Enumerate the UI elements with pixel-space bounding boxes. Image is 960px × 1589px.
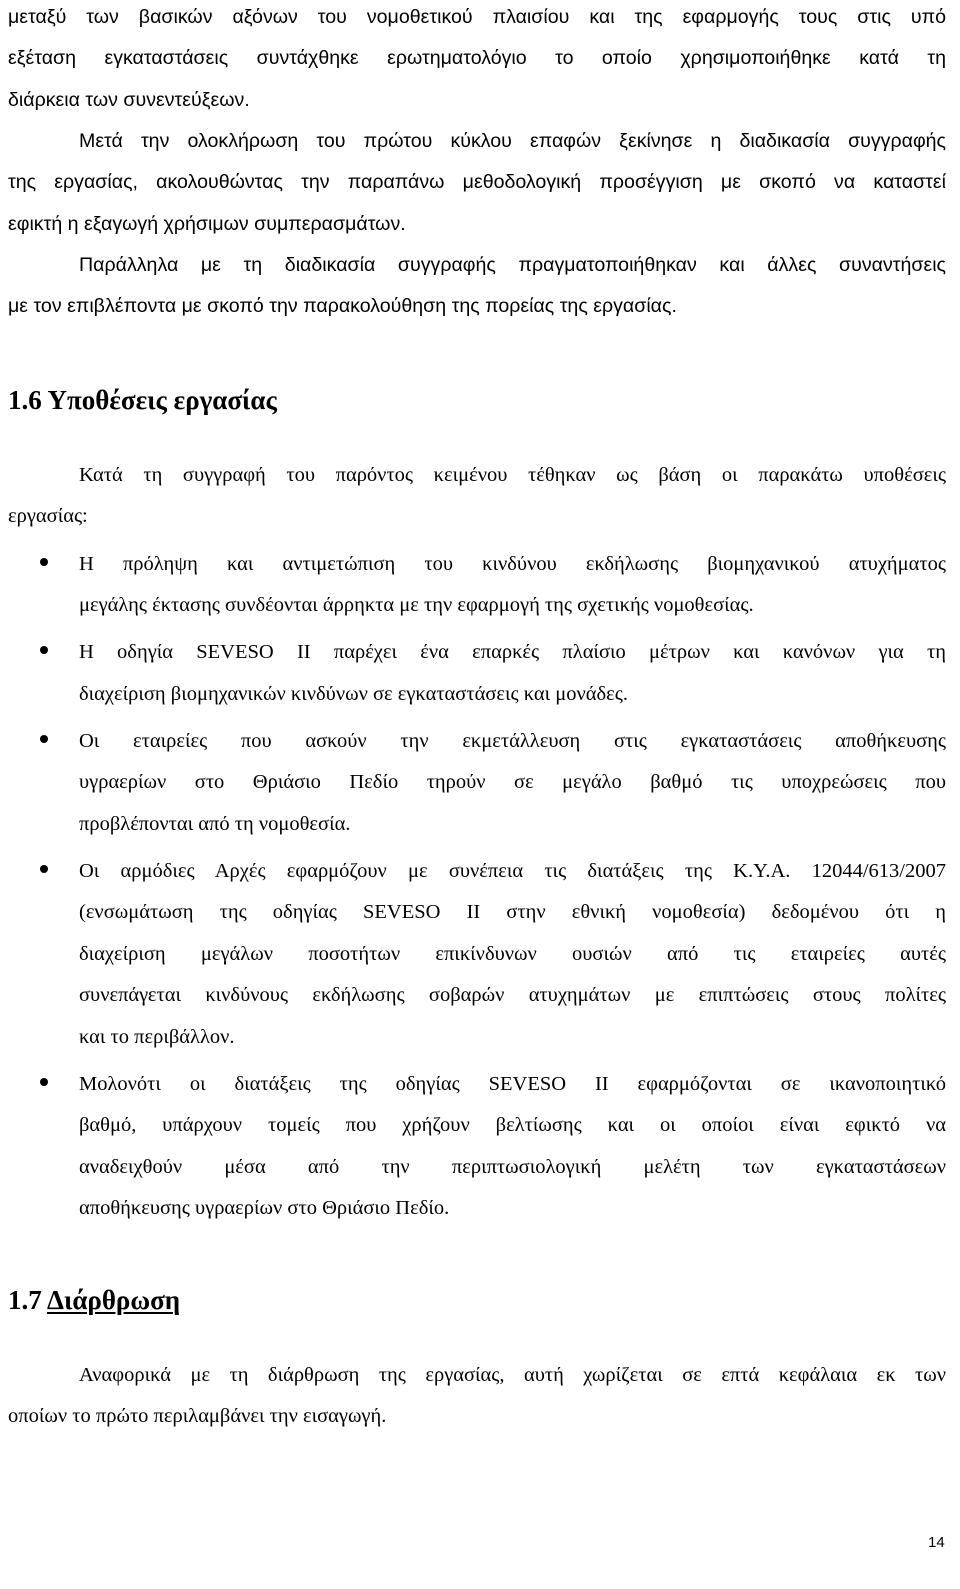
bullet-icon — [40, 646, 48, 654]
bullet-line: βαθμό, υπάρχουν τομείς που χρήζουν βελτίωσης και οι οποίοι είναι εφικτό να — [79, 1114, 946, 1136]
paragraph-line: της εργασίας, ακολουθώντας την παραπάνω μεθοδολογική προσέγγιση με σκοπό να καταστεί — [8, 171, 946, 193]
bullet-line: Μολονότι οι διατάξεις της οδηγίας SEVESO II εφαρμόζονται σε ικανοποιητικό — [79, 1073, 946, 1095]
bullet-line: Οι εταιρείες που ασκούν την εκμετάλλευση στις εγκαταστάσεις αποθήκευσης — [79, 730, 946, 752]
paragraph-line: με τον επιβλέποντα με σκοπό την παρακολούθηση της πορείας της εργασίας. — [8, 295, 677, 317]
section-intro-line: εργασίας: — [8, 505, 88, 527]
section-heading-title: Διάρθρωση — [47, 1285, 181, 1315]
bullet-line: Η οδηγία SEVESO II παρέχει ένα επαρκές πλαίσιο μέτρων και κανόνων για τη — [79, 641, 946, 663]
bullet-icon — [40, 1078, 48, 1086]
paragraph-line: οποίων το πρώτο περιλαμβάνει την εισαγωγή. — [8, 1405, 387, 1427]
bullet-line: προβλέπονται από τη νομοθεσία. — [79, 813, 351, 835]
page-number: 14 — [928, 1534, 945, 1551]
bullet-line: Οι αρμόδιες Αρχές εφαρμόζουν με συνέπεια τις διατάξεις της Κ.Υ.Α. 12044/613/2007 — [79, 860, 946, 882]
intro-line: εξέταση εγκαταστάσεις συντάχθηκε ερωτηματολόγιο το οποίο χρησιμοποιήθηκε κατά τη — [8, 47, 946, 69]
section-heading — [8, 1284, 180, 1316]
bullet-line: διαχείριση μεγάλων ποσοτήτων επικίνδυνων ουσιών από τις εταιρείες αυτές — [79, 943, 946, 965]
bullet-line: συνεπάγεται κινδύνους εκδήλωσης σοβαρών ατυχημάτων με επιπτώσεις στους πολίτες — [79, 984, 946, 1006]
bullet-line: διαχείριση βιομηχανικών κινδύνων σε εγκαταστάσεις και μονάδες. — [79, 683, 629, 705]
bullet-line: μεγάλης έκτασης συνδέονται άρρηκτα με την εφαρμογή της σχετικής νομοθεσίας. — [79, 594, 754, 616]
paragraph-line: Αναφορικά με τη διάρθρωση της εργασίας, αυτή χωρίζεται σε επτά κεφάλαια εκ των — [79, 1364, 946, 1386]
bullet-icon — [40, 558, 48, 566]
paragraph-line: Μετά την ολοκλήρωση του πρώτου κύκλου επαφών ξεκίνησε η διαδικασία συγγραφής — [79, 130, 946, 152]
section-intro-line: Κατά τη συγγραφή του παρόντος κειμένου τέθηκαν ως βάση οι παρακάτω υποθέσεις — [79, 464, 946, 486]
bullet-icon — [40, 865, 48, 873]
paragraph-line: εφικτή η εξαγωγή χρήσιμων συμπερασμάτων. — [8, 213, 406, 235]
section-heading-number: 1.7 — [8, 1285, 42, 1315]
bullet-line: αποθήκευσης υγραερίων στο Θριάσιο Πεδίο. — [79, 1197, 450, 1219]
bullet-line: αναδειχθούν μέσα από την περιπτωσιολογική μελέτη των εγκαταστάσεων — [79, 1156, 946, 1178]
bullet-line: (ενσωμάτωση της οδηγίας SEVESO II στην εθνική νομοθεσία) δεδομένου ότι η — [79, 901, 946, 923]
section-heading: 1.6 Υποθέσεις εργασίας — [8, 385, 277, 415]
bullet-line: υγραερίων στο Θριάσιο Πεδίο τηρούν σε μεγάλο βαθμό τις υποχρεώσεις που — [79, 771, 946, 793]
bullet-line: Η πρόληψη και αντιμετώπιση του κινδύνου εκδήλωσης βιομηχανικού ατυχήματος — [79, 553, 946, 575]
paragraph-line: Παράλληλα με τη διαδικασία συγγραφής πραγματοποιήθηκαν και άλλες συναντήσεις — [79, 254, 946, 276]
bullet-line: και το περιβάλλον. — [79, 1026, 235, 1048]
bullet-icon — [40, 735, 48, 743]
intro-line: μεταξύ των βασικών αξόνων του νομοθετικού πλαισίου και της εφαρμογής τους στις υπό — [8, 6, 946, 28]
intro-line: διάρκεια των συνεντεύξεων. — [8, 89, 250, 111]
